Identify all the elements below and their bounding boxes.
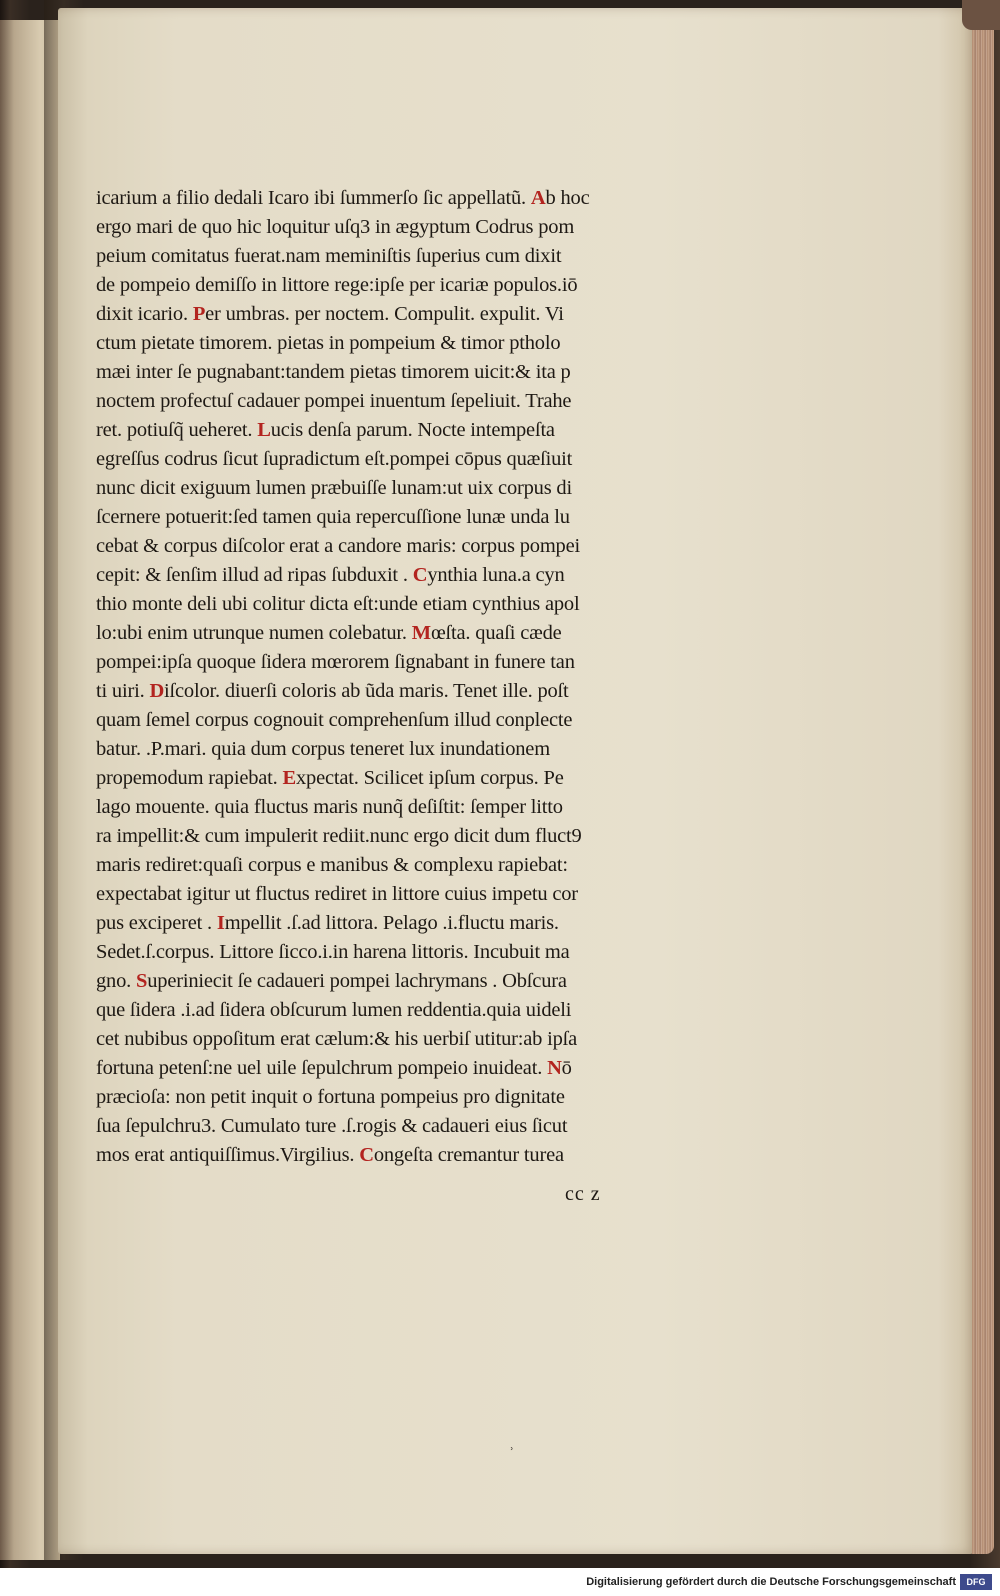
rubricated-initial: I bbox=[216, 912, 225, 934]
text-line bbox=[96, 619, 686, 648]
page-fore-edge bbox=[972, 6, 994, 1554]
text-segment: ctum pietate timorem. pietas in pompeium & timor ptholo bbox=[96, 332, 561, 354]
text-line bbox=[96, 271, 686, 300]
text-segment: batur. .P.mari. quia dum corpus teneret lux inundationem bbox=[96, 738, 550, 760]
text-segment: Sedet.ſ.corpus. Littore ſicco.i.in harena littoris. Incubuit ma bbox=[96, 941, 570, 963]
rubricated-initial: L bbox=[257, 419, 271, 441]
text-segment: ſua ſepulchru3. Cumulato ture .ſ.rogis & cadaueri eius ſicut bbox=[96, 1115, 568, 1137]
text-line bbox=[96, 1141, 686, 1170]
text-segment: ra impellit:& cum impulerit rediit.nunc ergo dicit dum fluct9 bbox=[96, 825, 582, 847]
text-line bbox=[96, 1112, 686, 1141]
text-segment: cet nubibus oppoſitum erat cælum:& his uerbiſ utitur:ab ipſa bbox=[96, 1028, 578, 1050]
text-segment: er umbras. per noctem. Compulit. expulit. Vi bbox=[205, 303, 564, 325]
text-segment: cepit: & ſenſim illud ad ripas ſubduxit . bbox=[96, 564, 413, 586]
text-line bbox=[96, 677, 686, 706]
text-segment: uperiniecit ſe cadaueri pompei lachrymans . Obſcura bbox=[147, 970, 567, 992]
footer-credit: Digitalisierung gefördert durch die Deutsche Forschungsgemeinschaft bbox=[586, 1576, 956, 1588]
text-segment: præcioſa: non petit inquit o fortuna pompeius pro dignitate bbox=[96, 1086, 565, 1108]
text-segment: gno. bbox=[96, 970, 137, 992]
text-line bbox=[96, 300, 686, 329]
signature-mark: cc z bbox=[565, 1183, 601, 1205]
text-line bbox=[96, 735, 686, 764]
text-segment: xpectat. Scilicet ipſum corpus. Pe bbox=[296, 767, 564, 789]
text-line bbox=[96, 503, 686, 532]
book-cover-corner bbox=[962, 0, 1000, 30]
text-segment: noctem profectuſ cadauer pompei inuentum ſepeliuit. Trahe bbox=[96, 390, 572, 412]
text-segment: pus exciperet . bbox=[96, 912, 217, 934]
text-segment: ret. potiuſq̃ ueheret. bbox=[96, 419, 258, 441]
text-line bbox=[96, 822, 686, 851]
dfg-logo[interactable]: DFG bbox=[960, 1574, 992, 1590]
text-segment: propemodum rapiebat. bbox=[96, 767, 283, 789]
text-line bbox=[96, 358, 686, 387]
text-segment: nunc dicit exiguum lumen præbuiſſe lunam:ut uix corpus di bbox=[96, 477, 572, 499]
text-segment: pompei:ipſa quoque ſidera mœrorem ſignabant in funere tan bbox=[96, 651, 575, 673]
text-segment: ongeſta cremantur turea bbox=[373, 1144, 564, 1166]
text-segment: ti uiri. bbox=[96, 680, 150, 702]
text-segment: b hoc bbox=[545, 187, 590, 209]
text-line bbox=[96, 648, 686, 677]
rubricated-initial: C bbox=[359, 1144, 374, 1166]
ink-speck: ˒ bbox=[509, 1438, 515, 1455]
text-segment: cebat & corpus diſcolor erat a candore maris: corpus pompei bbox=[96, 535, 581, 557]
text-segment: expectabat igitur ut fluctus rediret in littore cuius impetu cor bbox=[96, 883, 578, 905]
text-segment: mos erat antiquiſſimus.Virgilius. bbox=[96, 1144, 360, 1166]
text-segment: ō bbox=[561, 1057, 572, 1079]
text-segment: peium comitatus fuerat.nam meminiſtis ſuperius cum dixit bbox=[96, 245, 562, 267]
text-line bbox=[96, 474, 686, 503]
text-line bbox=[96, 996, 686, 1025]
text-line bbox=[96, 764, 686, 793]
text-segment: maris rediret:quaſi corpus e manibus & complexu rapiebat: bbox=[96, 854, 568, 876]
text-segment: lago mouente. quia fluctus maris nunq̃ deſiſtit: ſemper litto bbox=[96, 796, 563, 818]
text-line bbox=[96, 880, 686, 909]
rubricated-initial: C bbox=[412, 564, 428, 586]
text-segment: quam ſemel corpus cognouit comprehenſum illud conplecte bbox=[96, 709, 573, 731]
text-segment: thio monte deli ubi colitur dicta eſt:unde etiam cynthius apol bbox=[96, 593, 580, 615]
text-segment: ynthia luna.a cyn bbox=[427, 564, 565, 586]
text-line bbox=[96, 909, 686, 938]
text-segment: de pompeio demiſſo in littore rege:ipſe per icariæ populos.iō bbox=[96, 274, 578, 296]
text-line bbox=[96, 851, 686, 880]
text-line bbox=[96, 967, 686, 996]
text-line bbox=[96, 387, 686, 416]
text-segment: ucis denſa parum. Nocte intempeſta bbox=[270, 419, 555, 441]
text-segment: ſcernere potuerit:ſed tamen quia repercuſſione lunæ unda lu bbox=[96, 506, 570, 528]
text-line bbox=[96, 793, 686, 822]
text-segment: fortuna petenſ:ne uel uile ſepulchrum pompeio inuideat. bbox=[96, 1057, 548, 1079]
text-line bbox=[96, 184, 686, 213]
text-line bbox=[96, 590, 686, 619]
text-line bbox=[96, 532, 686, 561]
text-line bbox=[96, 445, 686, 474]
text-segment: que ſidera .i.ad ſidera obſcurum lumen reddentia.quia uideli bbox=[96, 999, 572, 1021]
text-segment: iſcolor. diuerſi coloris ab ũda maris. Tenet ille. poſt bbox=[164, 680, 569, 702]
rubricated-initial: E bbox=[282, 767, 296, 789]
text-line bbox=[96, 329, 686, 358]
rubricated-initial: P bbox=[192, 303, 206, 325]
digitization-footer bbox=[0, 1568, 1000, 1596]
rubricated-initial: M bbox=[411, 622, 431, 644]
rubricated-initial: D bbox=[149, 680, 165, 702]
text-line bbox=[96, 242, 686, 271]
rubricated-initial: A bbox=[530, 187, 546, 209]
text-line bbox=[96, 561, 686, 590]
text-line bbox=[96, 938, 686, 967]
text-line bbox=[96, 706, 686, 735]
text-segment: icarium a filio dedali Icaro ibi ſummerſo ſic appellatũ. bbox=[96, 187, 531, 209]
page-text-block bbox=[96, 184, 686, 1170]
text-line bbox=[96, 1025, 686, 1054]
text-segment: dixit icario. bbox=[96, 303, 193, 325]
text-line bbox=[96, 213, 686, 242]
rubricated-initial: N bbox=[547, 1057, 562, 1079]
text-segment: ergo mari de quo hic loquitur uſq3 in ægyptum Codrus pom bbox=[96, 216, 575, 238]
text-line bbox=[96, 1083, 686, 1112]
text-segment: lo:ubi enim utrunque numen colebatur. bbox=[96, 622, 412, 644]
text-segment: egreſſus codrus ſicut ſupradictum eſt.pompei cōpus quæſiuit bbox=[96, 448, 573, 470]
text-segment: œſta. quaſi cæde bbox=[430, 622, 562, 644]
text-segment: mpellit .ſ.ad littora. Pelago .i.fluctu maris. bbox=[224, 912, 559, 934]
rubricated-initial: S bbox=[136, 970, 148, 992]
text-line bbox=[96, 1054, 686, 1083]
text-line bbox=[96, 416, 686, 445]
text-segment: mæi inter ſe pugnabant:tandem pietas timorem uicit:& ita p bbox=[96, 361, 571, 383]
